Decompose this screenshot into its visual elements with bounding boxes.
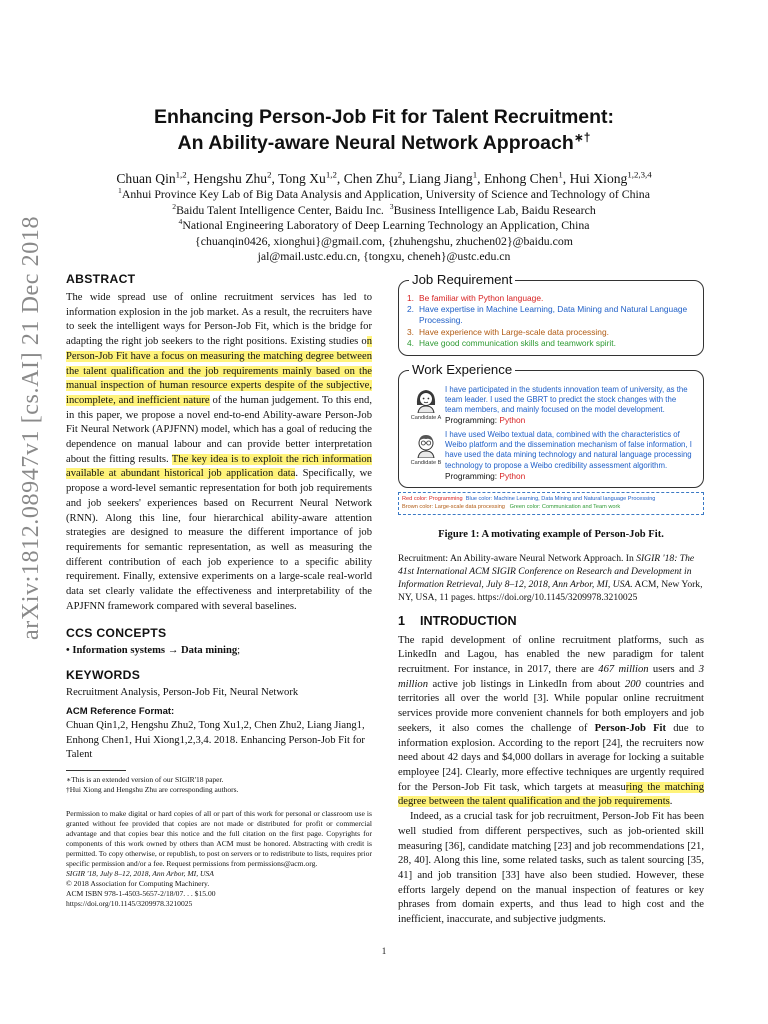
- candidate-b-programming: Programming: Python: [445, 470, 526, 481]
- acm-ref-heading: ACM Reference Format:: [66, 706, 175, 718]
- requirement-list: [407, 293, 695, 349]
- female-avatar-icon: [412, 385, 440, 413]
- author-emails-2: jal@mail.ustc.edu.cn, {tongxu, cheneh}@ustc.edu.cn: [257, 249, 511, 263]
- candidate-a-experience: I have participated in the students innovation team of university, as the team leader. I used the GBRT to predict the stock changes with the team members, and mainly focused on the model development. Programming: Python: [445, 385, 695, 425]
- color-key: Red color: Programming Blue color: Machine Learning, Data Mining and Natural language Processing Brown color: Large-scale data processing Green color: Communication and Team work: [398, 492, 704, 515]
- author: Enhong Chen$^1$: [483, 169, 563, 186]
- candidate-b-experience: I have used Weibo textual data, combined with the characteristics of Weibo platform and the dissemination mechanism of false information, I have used the data mining technology and natural language processing technology to propose a Weibo credibility assessment algorithm. Programming: Python: [445, 430, 695, 480]
- reference-format-continued: Recruitment: An Ability-aware Neural Network Approach. In SIGIR '18: The 41st International ACM SIGIR Conference on Research and Development in Information Retrieval, July 8–12, 2018, Ann Arbor, MI, USA. ACM, New York, NY, USA, 11 pages. https://doi.org/10.1145/3209978.3210025: [398, 552, 703, 603]
- affiliation-1: $^1$Anhui Province Key Lab of Big Data Analysis and Application, University of Science and Technology of China: [118, 186, 650, 201]
- keywords-text: Recruitment Analysis, Person-Job Fit, Neural Network: [66, 687, 299, 699]
- keywords-heading: KEYWORDS: [66, 668, 141, 683]
- right-column: [398, 272, 704, 928]
- title-footnote-marks: ∗†: [573, 130, 591, 145]
- affiliation-2-3: $^2$Baidu Talent Intelligence Center, Baidu Inc. $^3$Business Intelligence Lab, Baidu Research: [172, 201, 596, 217]
- author: Hengshu Zhu$^2$: [193, 169, 272, 186]
- author: Hui Xiong$^{1,2,3,4}$: [569, 169, 652, 186]
- requirement-item: 1. Be familiar with Python language.: [407, 293, 544, 303]
- candidate-a-row: [407, 385, 695, 425]
- page-number: 1: [381, 946, 387, 956]
- figure-1: [398, 272, 704, 540]
- author: Chen Zhu$^2$: [343, 169, 403, 186]
- introduction-paragraph-1: The rapid development of online recruitment platforms, such as LinkedIn and Lagou, has enabled the new paradigm for talent recruitment. For instance, in 2017, there are 467 million users and 3 million active job listings in LinkedIn from about 200 countries and territories all over the world [3]. While popular online recruitment services provide more convenient channels for both employers and job seekers, it also comes the challenge of Person-Job Fit due to information explosion. According to the report [24], the recruiters now need about 42 days and $4,000 dollars in average for locking a suitable employee [24]. Clearly, more effective techniques are urgently required for the Person-Job Fit task, which targets at measuring the matching degree between the talent qualification and the job requirements.: [398, 634, 705, 808]
- candidate-a: Candidate A: [407, 385, 445, 425]
- abstract-text: The wide spread use of online recruitment services has led to information explosion in the job market. As a result, the recruiters have to seek the intelligent ways for Person-Job Fit, which is the bridge for adapting the right job seekers to the right positions. Existing studies on Person-Job Fit have a focus on measuring the matching degree between the talent qualification and the job requirements mainly based on the manual inspection of human resource experts despite of the subjective, incomplete, and inefficient nature of the human judgement. To this end, in this paper, we propose a novel end-to-end Ability-aware Person-Job Fit Neural Network (APJFNN) model, which has a goal of reducing the dependence on manual labour and can provide better interpretation about the fitting results. The key idea is to exploit the rich information available at abundant historical job application data. Specifically, we propose a word-level semantic representation for both job requirements and job seekers' experiences based on Recurrent Neural Network (RNN). Along this line, four hierarchical ability-aware attention strategies are designed to measure the different importance of job requirements for semantic representation, as well as measuring the different contribution of each job experience to a specific ability requirement. Finally, extensive experiments on a large-scale real-world data set clearly validate the effectiveness and interpretability of the APJFNN framework compared with several baselines.: [66, 292, 373, 612]
- copyright: © 2018 Association for Computing Machinery.: [66, 878, 210, 888]
- permission-block: Permission to make digital or hard copies of all or part of this work for personal or classroom use is granted without fee provided that copies are not made or distributed for profit or commercial advantage and that copies bear this notice and the full citation on the first page. Copyrights for components of this work owned by others than ACM must be honored. Abstracting with credit is permitted. To copy otherwise, or republish, to post on servers or to redistribute to lists, requires prior specific permission and/or a fee. Request permissions from permissions@acm.org. SIGIR '18, July 8–12, 2018, Ann Arbor, MI, USA © 2018 Association for Computing Machinery. ACM ISBN 978-1-4503-5657-2/18/07. . . $15.00 https://doi.org/10.1145/3209978.3210025: [66, 808, 372, 908]
- candidate-a-programming: Programming: Python: [445, 415, 526, 426]
- footnote-2: †Hui Xiong and Hengshu Zhu are corresponding authors.: [66, 784, 239, 794]
- highlight: n Person-Job Fit have a focus on measuring the matching degree between the talent qualification and the job requirements mainly based on the manual inspection of human resource experts despite of the subjective, incomplete, and inefficient nature: [66, 336, 372, 406]
- introduction-paragraph-2: Indeed, as a crucial task for job recruitment, Person-Job Fit has been well studied from different perspectives, such as job-oriented skill measuring [36], candidate matching [23] and job recommendations [21, 28, 40]. Along this line, some related tasks, such as talent sourcing [35, 41] and job transition [33] have also been studied. However, these efforts largely depend on the manual inspection of features or key phrases from domain experts, and thus lead to high cost and the inefficient, inaccurate, and subjective judgments.: [398, 811, 704, 926]
- ccs-item: • Information systems → Data mining;: [66, 645, 241, 657]
- footnote-1: ∗This is an extended version of our SIGIR'18 paper.: [66, 775, 224, 785]
- candidate-b: Candidate B: [407, 430, 445, 480]
- highlight: The key idea is to exploit the rich information available at abundant historical job application data: [66, 453, 372, 480]
- figure-caption: Figure 1: A motivating example of Person-Job Fit.: [438, 528, 664, 540]
- author: Liang Jiang$^1$: [408, 169, 478, 186]
- highlight: ring the matching degree between the talent qualification and the job requirements: [398, 781, 705, 808]
- author: Chuan Qin$^{1,2}$: [116, 169, 187, 186]
- doi-link[interactable]: https://doi.org/10.1145/3209978.3210025: [66, 898, 193, 908]
- requirement-item: 3. Have experience with Large-scale data processing.: [407, 326, 609, 337]
- isbn: ACM ISBN 978-1-4503-5657-2/18/07. . . $15.00: [66, 888, 216, 898]
- venue: SIGIR '18, July 8–12, 2018, Ann Arbor, MI, USA: [66, 868, 214, 878]
- affiliation-4: $^4$National Engineering Laboratory of Deep Learning Technology an Application, China: [178, 217, 590, 232]
- abstract-heading: ABSTRACT: [66, 272, 136, 286]
- paper-title: [60, 104, 708, 156]
- introduction-heading: 1 INTRODUCTION: [398, 613, 517, 628]
- arxiv-stamp: arXiv:1812.08947v1 [cs.AI] 21 Dec 2018: [18, 215, 44, 640]
- ccs-heading: CCS CONCEPTS: [66, 626, 167, 641]
- male-avatar-icon: [412, 430, 440, 458]
- author: Tong Xu$^{1,2}$: [278, 169, 337, 186]
- job-requirement-title: Job Requirement: [409, 272, 515, 287]
- title-line-1: Enhancing Person-Job Fit for Talent Recruitment:: [153, 106, 615, 128]
- work-experience-box: [398, 362, 704, 488]
- acm-ref-text: Chuan Qin1,2, Hengshu Zhu2, Tong Xu1,2, Chen Zhu2, Liang Jiang1, Enhong Chen1, Hui Xiong1,2,3,4. 2018. Enhancing Person-Job Fit for Talent: [66, 720, 365, 760]
- requirement-item: 4. Have good communication skills and teamwork spirit.: [407, 337, 616, 348]
- job-requirement-box: [398, 272, 704, 356]
- footnote-rule: [66, 770, 126, 771]
- author-list: Chuan Qin$^{1,2}$, Hengshu Zhu$^2$, Tong Xu$^{1,2}$, Chen Zhu$^2$, Liang Jiang$^1$, Enhong Chen$^1$, Hui Xiong$^{1,2,3,4}$: [116, 169, 652, 186]
- requirement-item: 2. Have expertise in Machine Learning, Data Mining and Natural Language Processing.: [407, 304, 688, 326]
- left-column: [66, 272, 372, 909]
- title-block: [60, 104, 708, 265]
- work-experience-title: Work Experience: [409, 362, 515, 377]
- candidate-b-row: [407, 430, 695, 480]
- author-emails-1: {chuanqin0426, xionghui}@gmail.com, {zhuhengshu, zhuchen02}@baidu.com: [195, 233, 573, 248]
- title-line-2: An Ability-aware Neural Network Approach∗†: [177, 130, 591, 154]
